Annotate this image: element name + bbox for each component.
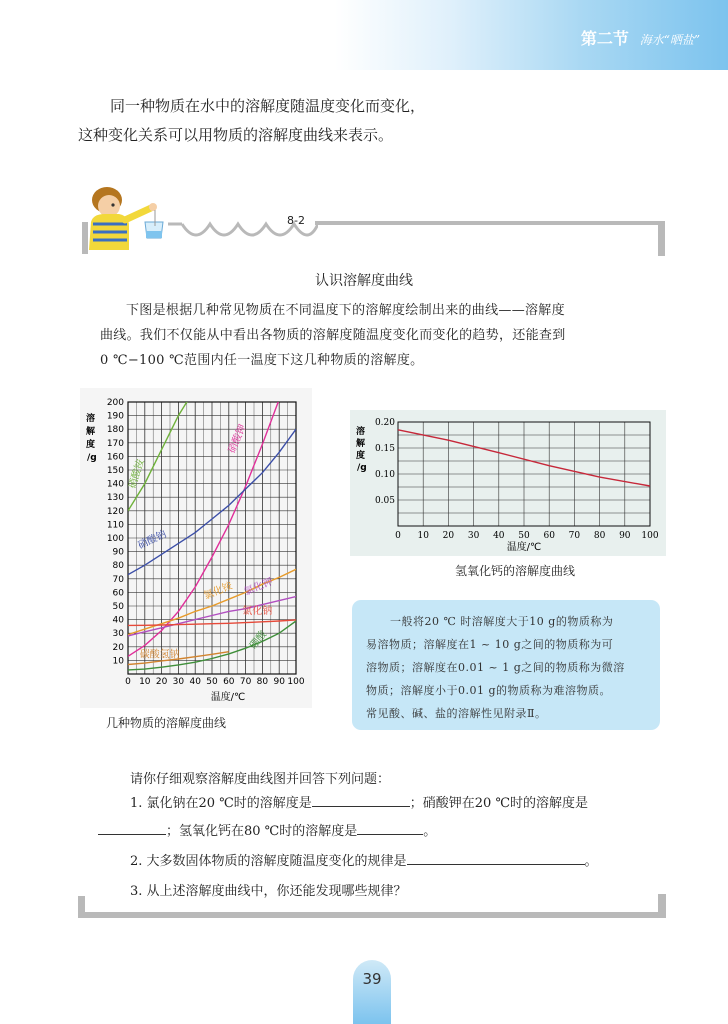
chart1-ytick: 150 (106, 466, 124, 476)
chart2-ylabel-4: /g (357, 463, 367, 473)
chart1-xtick: 0 (125, 677, 131, 687)
chart2-xtick: 80 (593, 531, 606, 541)
chart2-ylabel-1: 溶 (356, 427, 366, 437)
chart2-ytick: 0.05 (374, 496, 395, 506)
series-label-硝酸钠: 硝酸钠 (136, 528, 169, 552)
chart1-ytick: 160 (106, 452, 124, 463)
question-3-text: 3. 从上述溶解度曲线中，你还能发现哪些规律？ (130, 884, 407, 899)
chart1-xtick: 50 (206, 677, 218, 687)
chart2-ytick: 0.20 (374, 418, 395, 428)
chart1-xtick: 70 (239, 677, 252, 687)
chart2-ylabel-2: 解 (356, 439, 366, 449)
chart2-xtick: 0 (395, 531, 401, 541)
chart2-xlabel: 温度/℃ (506, 542, 542, 553)
series-label-硝酸钾: 硝酸钾 (226, 423, 249, 455)
chart1-ytick: 70 (112, 574, 124, 585)
chart1-ytick: 130 (106, 493, 124, 504)
chart1-ytick: 120 (106, 506, 124, 517)
series-label-氯化钾: 氯化钾 (242, 576, 275, 598)
series-label-碳酸氢钠: 碳酸氢钠 (139, 649, 180, 661)
frame-bottom-edge (78, 912, 666, 918)
chart1-ytick: 180 (106, 425, 124, 436)
chart1-ytick: 100 (106, 534, 124, 544)
note-line: 易溶物质；溶解度在1 ~ 10 g之间的物质称为可 (366, 638, 614, 651)
intro-line: 同一种物质在水中的溶解度随温度变化而变化， (110, 97, 426, 115)
chart2-xtick: 100 (641, 531, 659, 541)
chart2-xtick: 50 (518, 531, 530, 541)
page-number: 39 (362, 970, 382, 988)
chart2-ytick: 0.15 (374, 444, 395, 454)
question-1-line-1 (130, 792, 588, 811)
chart1-ylabel-1: 溶 (86, 414, 96, 424)
chart1-xtick: 20 (155, 677, 168, 687)
chart1-ytick: 90 (112, 547, 124, 558)
chart1-xtick: 40 (189, 677, 201, 687)
question-2-text: 2. 大多数固体物质的溶解度随温度变化的规律是 (130, 854, 407, 869)
section-number: 第二节 (580, 29, 629, 48)
chart1-ylabel-4: /g (87, 453, 97, 463)
frame-right-edge (658, 222, 665, 256)
description-line: 下图是根据几种常见物质在不同温度下的溶解度绘制出来的曲线——溶解度 (126, 303, 565, 318)
section-header (581, 26, 700, 49)
chart1-ylabel-2: 解 (86, 427, 96, 437)
questions-prompt: 请你仔细观察溶解度曲线图并回答下列问题： (130, 772, 391, 787)
chart1-ytick: 50 (112, 602, 124, 612)
intro-line: 这种变化关系可以用物质的溶解度曲线来表示。 (78, 126, 394, 144)
question-2-end: 。 (584, 854, 598, 869)
chart1-ytick: 10 (112, 656, 124, 667)
frame-left-edge (82, 222, 88, 254)
chart1-ytick: 80 (112, 561, 124, 572)
chart1-xtick: 60 (223, 677, 235, 687)
chart1-ytick: 60 (112, 588, 124, 599)
frame-top-edge (315, 221, 665, 225)
question-2-line (130, 850, 598, 869)
chart2-xtick: 70 (568, 531, 581, 541)
chart1-ytick: 20 (112, 642, 124, 653)
description-line: 曲线。我们不仅能从中看出各物质的溶解度随温度变化而变化的趋势，还能查到 (100, 328, 566, 343)
series-label-硼酸: 硼酸 (247, 629, 270, 652)
chart2-ytick: 0.10 (374, 470, 395, 480)
chart1-xtick: 90 (273, 677, 285, 687)
chart2-ylabel-3: 度 (356, 451, 366, 461)
chart2-xtick: 20 (442, 531, 455, 541)
answer-blank-caoh2-80c[interactable] (357, 821, 423, 835)
chart2-xtick: 10 (417, 531, 429, 541)
answer-blank-trend[interactable] (407, 851, 585, 865)
chart2-xtick: 30 (467, 531, 480, 541)
chart1-ytick: 200 (106, 398, 124, 408)
note-line: 物质；溶解度小于0.01 g的物质称为难溶物质。 (366, 684, 612, 697)
description-line: 0 ℃−100 ℃范围内任一温度下这几种物质的溶解度。 (100, 353, 424, 368)
solubility-note-box (352, 600, 660, 730)
note-line: 溶物质；溶解度在0.01 ~ 1 g之间的物质称为微溶 (366, 661, 625, 674)
chart1-caption: 几种物质的溶解度曲线 (106, 716, 227, 730)
chart1-ytick: 40 (112, 615, 124, 626)
activity-title: 认识溶解度曲线 (315, 273, 413, 289)
chart1-ytick: 170 (106, 438, 124, 449)
chart1-xtick: 30 (172, 677, 185, 687)
chart1-ytick: 190 (106, 411, 124, 422)
question-1-line-2 (98, 820, 436, 839)
chart1-xtick: 80 (256, 677, 269, 687)
chart1-ytick: 30 (112, 629, 124, 640)
answer-blank-kno3-20c[interactable] (98, 821, 166, 835)
chart1-xlabel: 温度/℃ (210, 692, 246, 703)
series-label-氯化铵: 氯化铵 (202, 580, 235, 602)
figure-number: 8-2 (287, 214, 305, 227)
boy-with-beaker-illustration (85, 180, 170, 252)
question-1-part-1: 1. 氯化钠在20 ℃时的溶解度是 (130, 796, 312, 811)
note-line: 常见酸、碱、盐的溶解性见附录Ⅱ。 (366, 707, 547, 720)
chart1-xtick: 10 (139, 677, 151, 687)
chart1-ytick: 140 (106, 479, 124, 490)
chart2-xtick: 40 (493, 531, 505, 541)
chart1-xtick: 100 (287, 677, 305, 687)
question-1-part-3: ；氢氧化钙在80 ℃时的溶解度是 (166, 824, 358, 839)
note-line: 一般将20 ℃ 时溶解度大于10 g的物质称为 (390, 615, 614, 628)
intro-paragraph (78, 92, 678, 150)
solubility-curves-chart (80, 388, 312, 708)
question-1-end: 。 (423, 824, 437, 839)
chart2-xtick: 90 (619, 531, 631, 541)
question-1-part-2: ；硝酸钾在20 ℃时的溶解度是 (409, 796, 588, 811)
series-label-氯化钠: 氯化钠 (242, 606, 273, 618)
chart1-ylabel-3: 度 (86, 440, 96, 450)
answer-blank-nacl-20c[interactable] (312, 793, 410, 807)
calcium-hydroxide-chart (350, 410, 666, 556)
chart1-ytick: 110 (106, 520, 124, 531)
chart2-xtick: 60 (543, 531, 555, 541)
activity-description (100, 298, 660, 373)
chart2-caption: 氢氧化钙的溶解度曲线 (455, 564, 576, 578)
series-label-硝酸铵: 硝酸铵 (127, 458, 147, 490)
section-title: 海水“晒盐” (639, 33, 700, 47)
